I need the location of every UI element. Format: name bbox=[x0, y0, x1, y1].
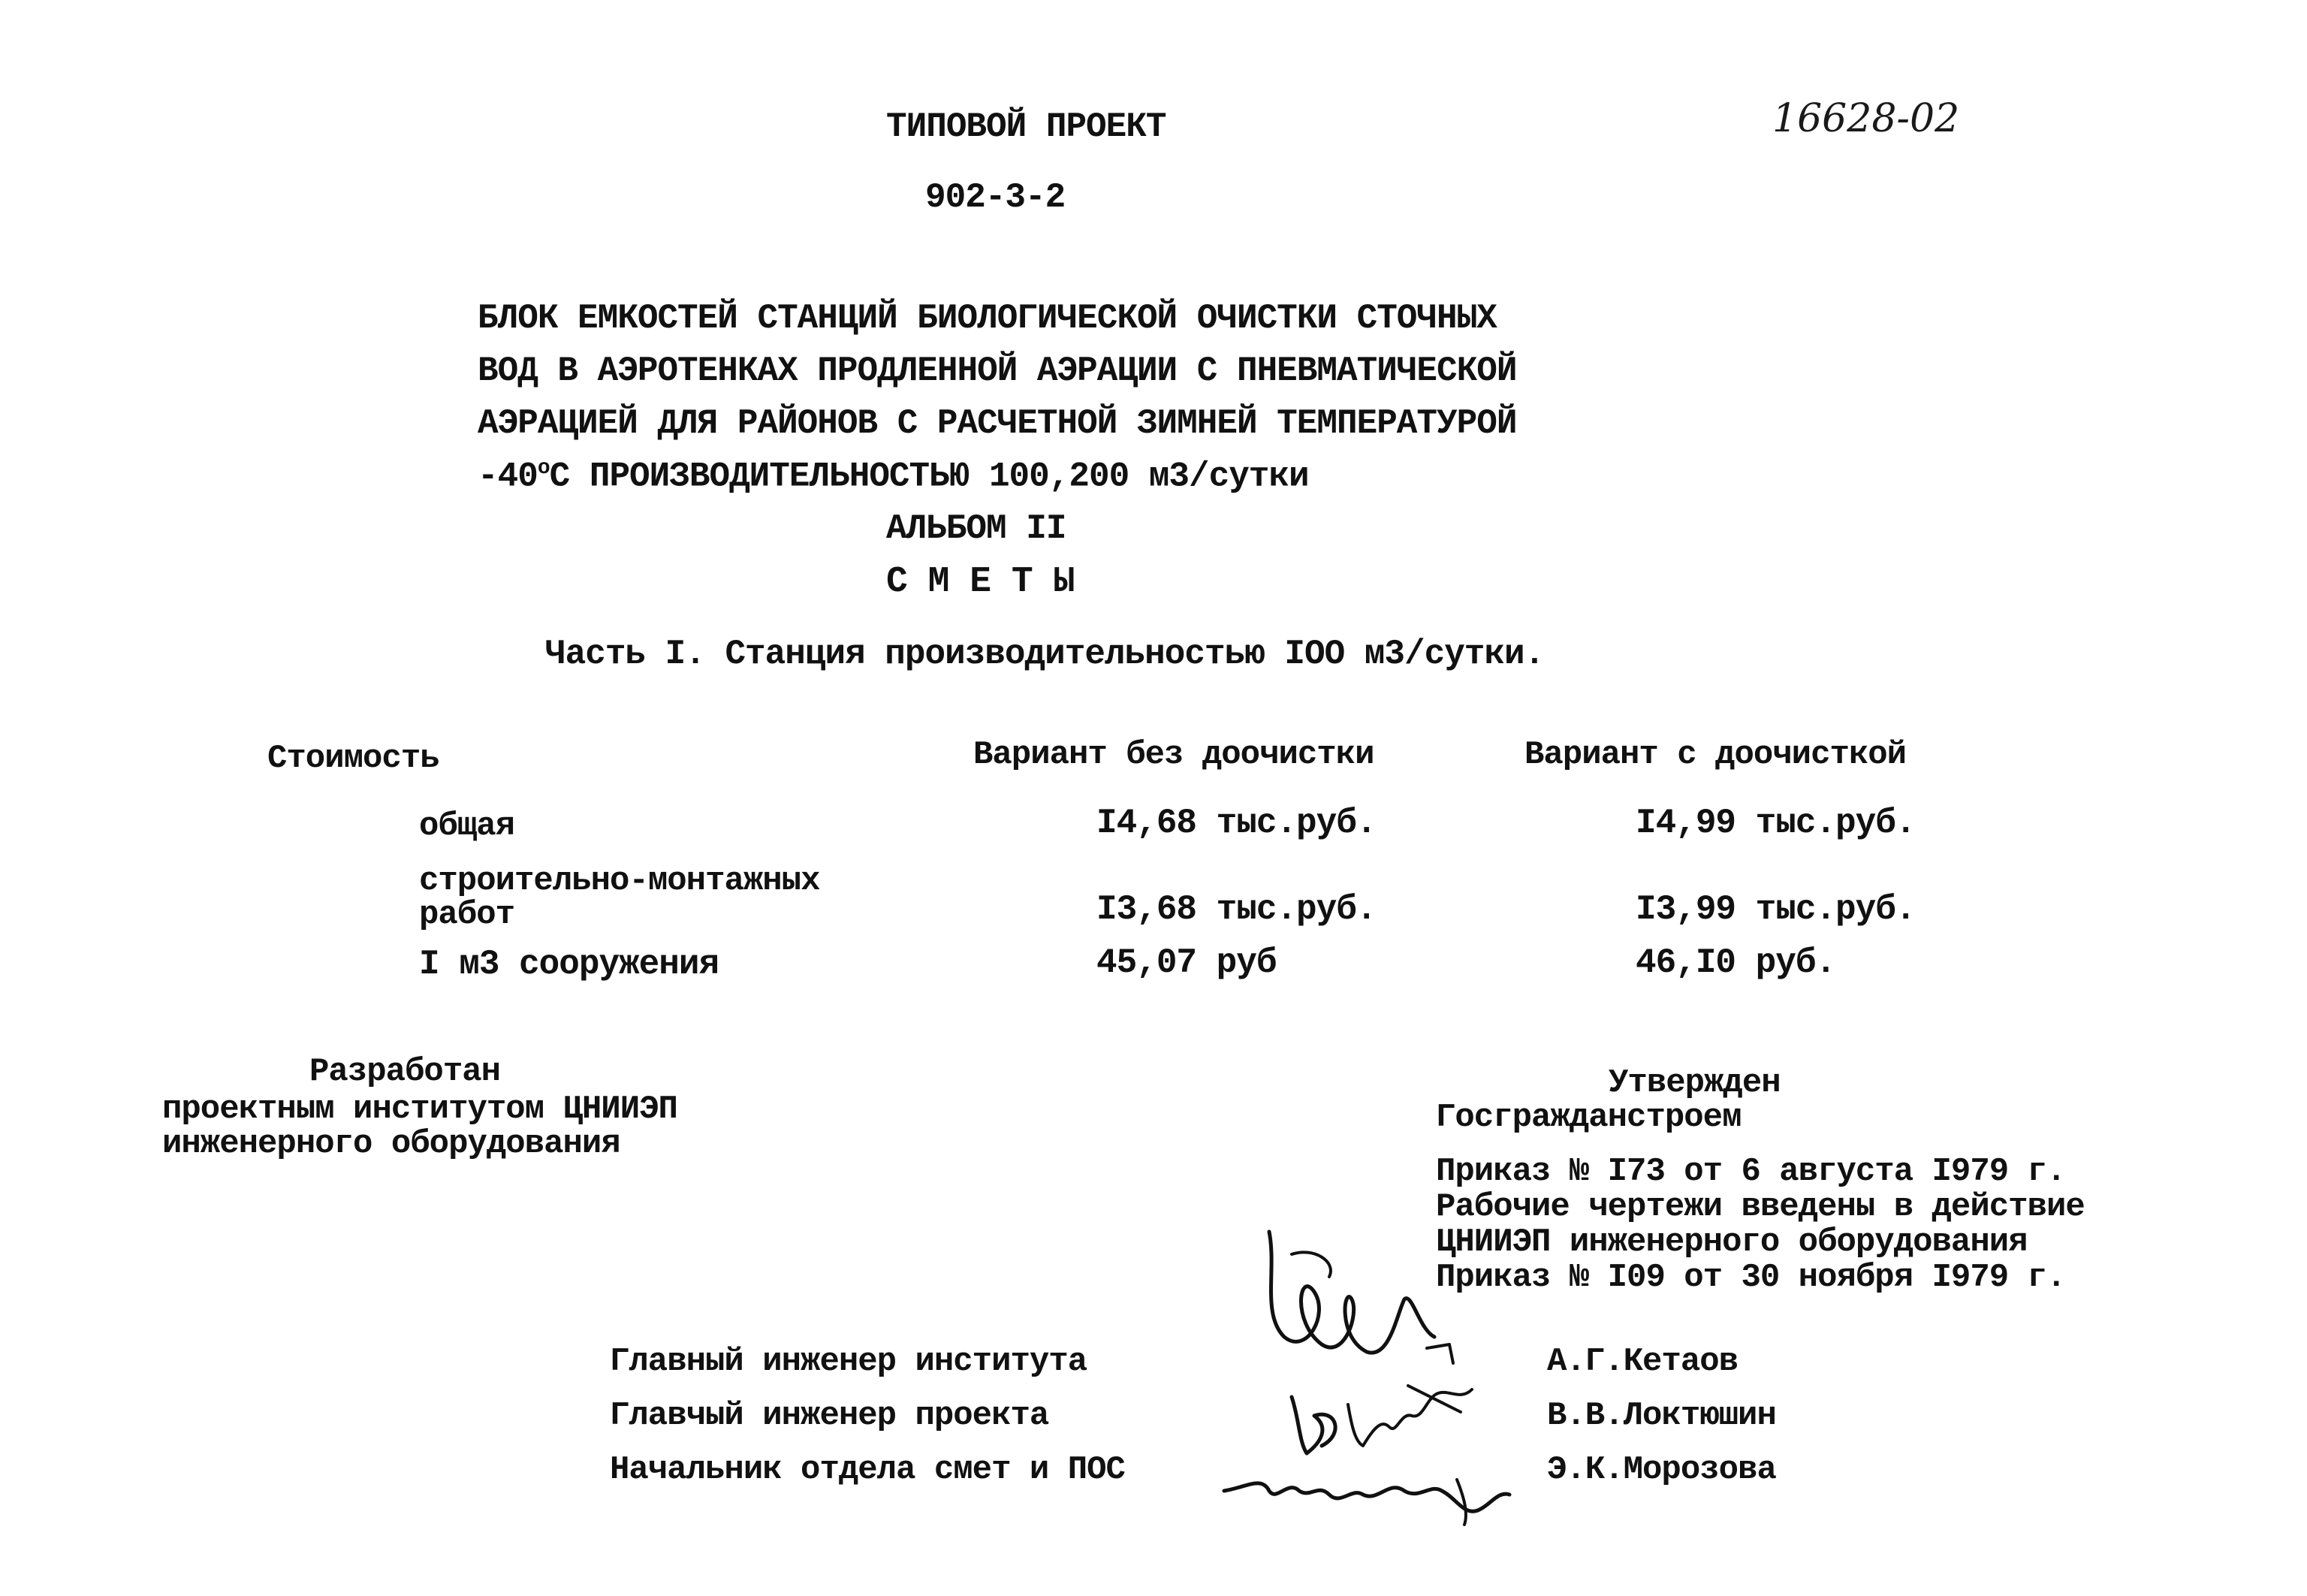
approved-order-2: Приказ № I09 от 30 ноября I979 г. bbox=[1436, 1259, 2066, 1296]
cost-label: Стоимость bbox=[267, 740, 439, 777]
degree-sign: о bbox=[537, 457, 550, 480]
signature-name-1: А.Г.Кетаов bbox=[1547, 1343, 1739, 1380]
developed-institute: проектным институтом ЦНИИЭП bbox=[162, 1091, 677, 1128]
section-title: С М Е Т Ы bbox=[886, 562, 1075, 602]
approved-order-1: Приказ № I73 от 6 августа I979 г. bbox=[1436, 1153, 2066, 1190]
cost-row-per-m3-v2: 46,I0 руб. bbox=[1636, 943, 1836, 982]
cost-row-per-m3-label: I м3 сооружения bbox=[419, 945, 719, 984]
project-label: ТИПОВОЙ ПРОЕКТ bbox=[886, 107, 1166, 146]
approved-heading: Утвержден bbox=[1609, 1064, 1781, 1102]
project-code: 902-3-2 bbox=[925, 178, 1066, 217]
cost-row-total-v2: I4,99 тыс.руб. bbox=[1636, 804, 1916, 843]
title-line-2: ВОД В АЭРОТЕНКАХ ПРОДЛЕННОЙ АЭРАЦИИ С ПНЕВМАТИЧЕСКОЙ bbox=[478, 351, 1517, 391]
title-line-3: АЭРАЦИЕЙ ДЛЯ РАЙОНОВ С РАСЧЕТНОЙ ЗИМНЕЙ ТЕМПЕРАТУРОЙ bbox=[478, 404, 1517, 443]
part-title: Часть I. Станция производительностью IOO м3/сутки. bbox=[545, 635, 1545, 674]
signature-role-2: Главчый инженер проекта bbox=[610, 1397, 1049, 1435]
signature-role-1: Главный инженер института bbox=[610, 1343, 1087, 1380]
signature-mark-1 bbox=[1247, 1224, 1472, 1374]
approved-authority: Госгражданстроем bbox=[1436, 1099, 1742, 1136]
signature-mark-3 bbox=[1217, 1446, 1517, 1528]
cost-row-construction-label-2: работ bbox=[419, 896, 515, 934]
variant-with-treatment-header: Вариант с доочисткой bbox=[1524, 736, 1907, 774]
title-line-4 bbox=[478, 457, 1309, 496]
cost-row-total-v1: I4,68 тыс.руб. bbox=[1096, 804, 1377, 843]
developed-heading: Разработан bbox=[309, 1053, 501, 1091]
handwritten-registration-number: 16628-02 bbox=[1772, 96, 1960, 141]
cost-row-per-m3-v1: 45,07 руб bbox=[1096, 943, 1277, 982]
variant-without-treatment-header: Вариант без доочистки bbox=[973, 736, 1374, 774]
cost-row-construction-label-1: строительно-монтажных bbox=[419, 862, 820, 900]
cost-row-total-label: общая bbox=[419, 807, 515, 845]
cost-row-construction-v2: I3,99 тыс.руб. bbox=[1636, 890, 1916, 929]
temperature-value: -40 bbox=[478, 457, 538, 496]
capacity-text: С ПРОИЗВОДИТЕЛЬНОСТЬЮ 100,200 м3/сутки bbox=[549, 457, 1309, 496]
cost-row-construction-v1: I3,68 тыс.руб. bbox=[1096, 890, 1377, 929]
approved-institute: ЦНИИЭП инженерного оборудования bbox=[1436, 1223, 2028, 1261]
signature-name-2: В.В.Локтюшин bbox=[1547, 1397, 1776, 1435]
signature-name-3: Э.К.Морозова bbox=[1547, 1451, 1776, 1489]
album-number: АЛЬБОМ II bbox=[886, 509, 1066, 548]
title-line-1: БЛОК ЕМКОСТЕЙ СТАНЦИЙ БИОЛОГИЧЕСКОЙ ОЧИСТКИ СТОЧНЫХ bbox=[478, 299, 1497, 338]
approved-working-drawings: Рабочие чертежи введены в действие bbox=[1436, 1188, 2085, 1226]
signature-role-3: Начальник отдела смет и ПОС bbox=[610, 1451, 1125, 1489]
developed-department: инженерного оборудования bbox=[162, 1125, 620, 1163]
